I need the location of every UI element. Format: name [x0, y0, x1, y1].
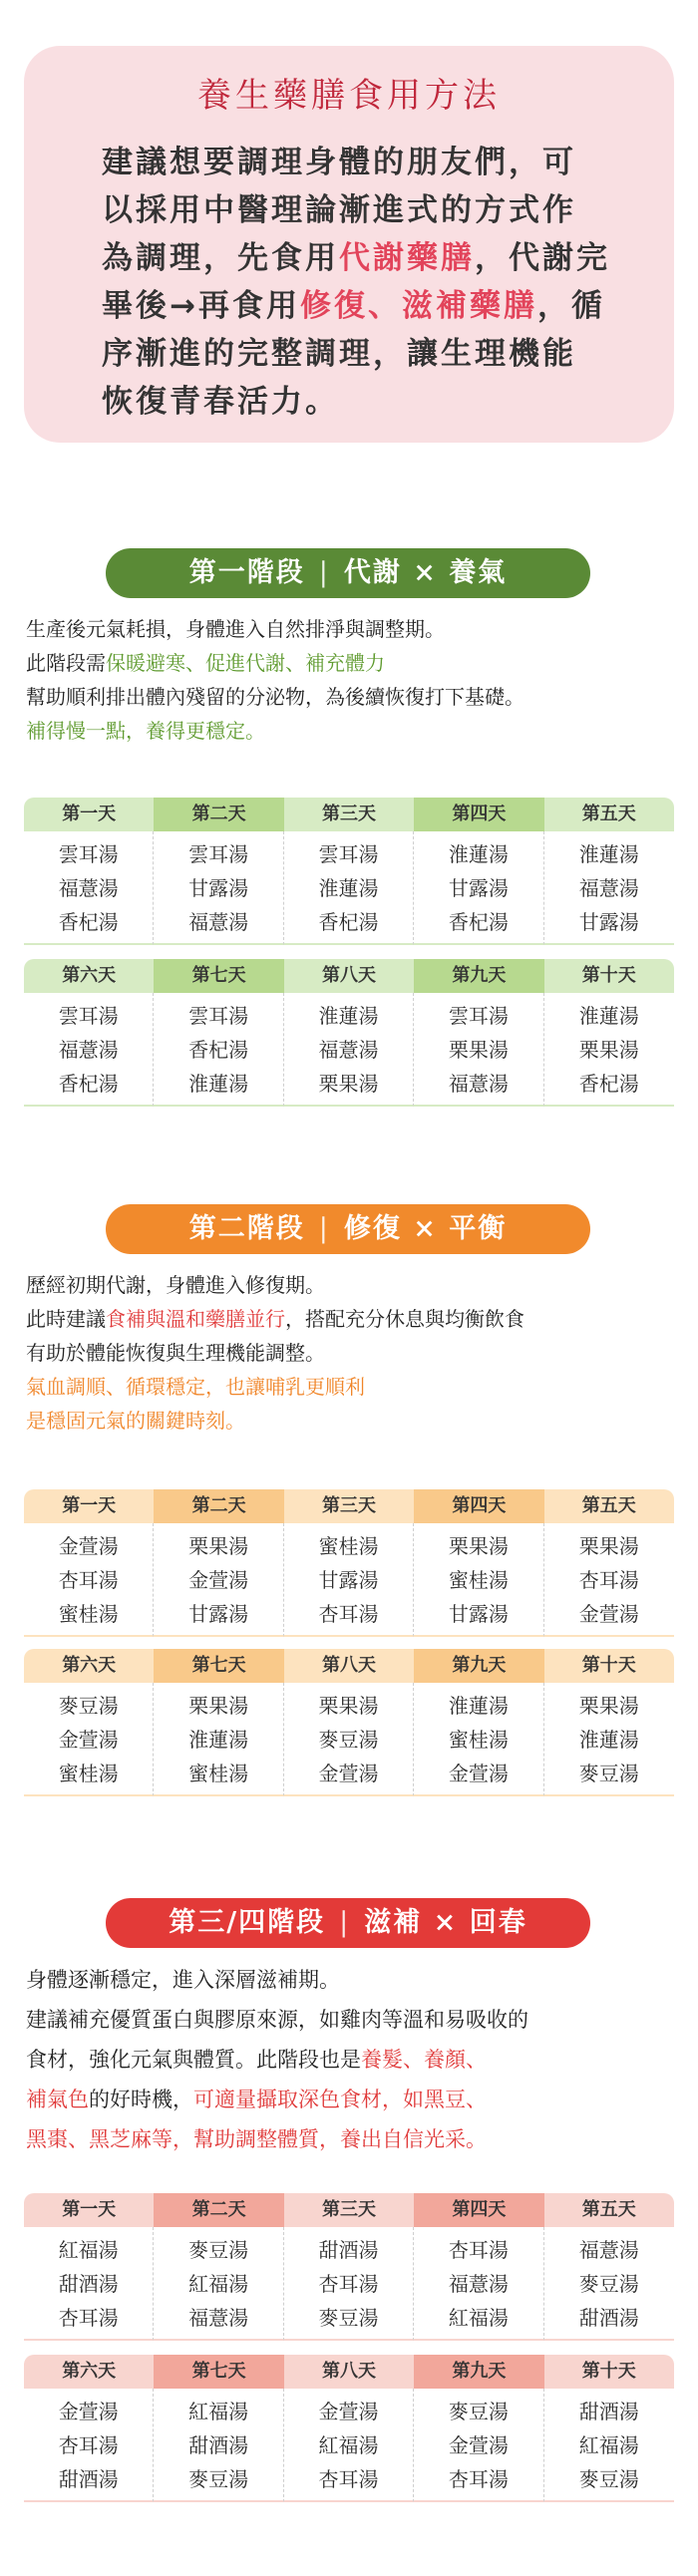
- day-header: 第九天: [414, 2355, 543, 2389]
- meal-cell: [284, 993, 414, 1107]
- stage2-schedule-days-1-5: [24, 1489, 674, 1637]
- meal-item: 麥豆湯: [188, 2467, 249, 2491]
- meal-item: 紅福湯: [58, 2238, 119, 2262]
- meal-item: 淮蓮湯: [318, 876, 379, 900]
- stage3-schedule-days-6-10: [24, 2355, 674, 2502]
- day-header: 第九天: [414, 959, 543, 993]
- meal-cell: [414, 1523, 543, 1637]
- meal-item: 甜酒湯: [188, 2433, 249, 2457]
- meal-item: 杏耳湯: [58, 1568, 119, 1592]
- meal-item: 淮蓮湯: [188, 1728, 249, 1752]
- meal-item: 栗果湯: [318, 1072, 379, 1096]
- meal-item: 杏耳湯: [578, 1568, 639, 1592]
- meal-cell: [284, 1683, 414, 1796]
- day-header: 第三天: [284, 1489, 414, 1523]
- meal-cell: [544, 993, 674, 1107]
- stage2-banner: 第二階段 | 修復 × 平衡: [106, 1204, 590, 1254]
- day-header: 第四天: [414, 2193, 543, 2227]
- meal-item: 麥豆湯: [578, 1762, 639, 1785]
- meal-item: 甘露湯: [188, 1602, 249, 1626]
- intro-title: 養生藥膳食用方法: [197, 76, 501, 116]
- meal-item: 福薏湯: [578, 876, 639, 900]
- meal-item: 香杞湯: [188, 1038, 249, 1062]
- meal-item: 甘露湯: [578, 910, 639, 934]
- stage3-description: 身體逐漸穩定，進入深層滋補期。 建議補充優質蛋白與膠原來源，如雞肉等溫和易吸收的 食材，強化元氣與體質。此階段也是養髮、養顏、 補氣色的好時機，可適量攝取深色食材，如黑豆、 黑棗、黑芝麻等，幫助調整體質，養出自信光采。: [26, 1968, 528, 2151]
- meal-item: 杏耳湯: [448, 2238, 509, 2262]
- meal-item: 福薏湯: [318, 1038, 379, 1062]
- meal-item: 淮蓮湯: [448, 842, 509, 866]
- day-header: 第七天: [154, 2355, 283, 2389]
- day-header: 第三天: [284, 798, 414, 831]
- meal-item: 杏耳湯: [58, 2433, 119, 2457]
- meal-cell: [414, 993, 543, 1107]
- day-header: 第一天: [24, 2193, 154, 2227]
- day-header: 第五天: [544, 1489, 674, 1523]
- meal-item: 麥豆湯: [188, 2238, 249, 2262]
- intro-line: 建議想要調理身體的朋友們，可: [102, 145, 576, 180]
- meal-item: 福薏湯: [448, 2272, 509, 2296]
- stage3-schedule-days-1-5: [24, 2193, 674, 2341]
- meal-item: 香杞湯: [58, 910, 119, 934]
- meal-cell: [414, 1683, 543, 1796]
- meal-item: 金萱湯: [188, 1568, 249, 1592]
- day-header: 第一天: [24, 1489, 154, 1523]
- meal-cell: [24, 1683, 154, 1796]
- intro-line: 恢復青春活力。: [102, 384, 339, 420]
- meal-item: 蜜桂湯: [188, 1762, 249, 1785]
- meal-cell: [414, 2227, 543, 2341]
- day-header: 第十天: [544, 959, 674, 993]
- meal-cell: [414, 831, 543, 945]
- meal-cell: [284, 2389, 414, 2502]
- meal-item: 杏耳湯: [318, 2272, 379, 2296]
- meal-item: 甜酒湯: [578, 2306, 639, 2330]
- day-header: 第二天: [154, 2193, 283, 2227]
- meal-item: 栗果湯: [188, 1534, 249, 1558]
- meal-item: 金萱湯: [448, 2433, 509, 2457]
- meal-cell: [154, 993, 283, 1107]
- meal-cell: [284, 831, 414, 945]
- intro-line: 序漸進的完整調理，讓生理機能: [102, 336, 576, 372]
- meal-item: 金萱湯: [578, 1602, 639, 1626]
- intro-line: 為調理，先食用代謝藥膳，代謝完: [102, 240, 610, 276]
- meal-item: 雲耳湯: [58, 842, 119, 866]
- intro-line: 以採用中醫理論漸進式的方式作: [102, 192, 576, 228]
- meal-item: 蜜桂湯: [58, 1602, 119, 1626]
- meal-item: 栗果湯: [448, 1534, 509, 1558]
- meal-cell: [284, 2227, 414, 2341]
- meal-item: 淮蓮湯: [188, 1072, 249, 1096]
- meal-item: 蜜桂湯: [448, 1568, 509, 1592]
- meal-item: 金萱湯: [58, 2400, 119, 2423]
- meal-item: 蜜桂湯: [448, 1728, 509, 1752]
- meal-item: 紅福湯: [578, 2433, 639, 2457]
- meal-item: 淮蓮湯: [578, 1728, 639, 1752]
- meal-item: 香杞湯: [318, 910, 379, 934]
- meal-cell: [544, 831, 674, 945]
- meal-item: 蜜桂湯: [58, 1762, 119, 1785]
- meal-item: 雲耳湯: [188, 842, 249, 866]
- meal-item: 淮蓮湯: [318, 1004, 379, 1028]
- meal-item: 麥豆湯: [578, 2272, 639, 2296]
- meal-cell: [154, 831, 283, 945]
- intro-body: [102, 139, 634, 426]
- day-header: 第六天: [24, 959, 154, 993]
- meal-item: 杏耳湯: [318, 1602, 379, 1626]
- day-header: 第一天: [24, 798, 154, 831]
- meal-item: 蜜桂湯: [318, 1534, 379, 1558]
- intro-card: [24, 46, 674, 443]
- day-header: 第八天: [284, 2355, 414, 2389]
- day-header: 第八天: [284, 1649, 414, 1683]
- day-header: 第六天: [24, 1649, 154, 1683]
- meal-cell: [284, 1523, 414, 1637]
- day-header: 第五天: [544, 798, 674, 831]
- meal-item: 杏耳湯: [448, 2467, 509, 2491]
- meal-item: 甘露湯: [318, 1568, 379, 1592]
- meal-item: 紅福湯: [188, 2400, 249, 2423]
- stage2-description: 歷經初期代謝，身體進入修復期。 此時建議食補與溫和藥膳並行，搭配充分休息與均衡飲食 有助於體能恢復與生理機能調整。 氣血調順、循環穩定，也讓哺乳更順利 是穩固元氣的關鍵時刻。: [26, 1273, 524, 1433]
- meal-cell: [544, 1683, 674, 1796]
- meal-item: 栗果湯: [448, 1038, 509, 1062]
- meal-item: 雲耳湯: [188, 1004, 249, 1028]
- meal-cell: [154, 1683, 283, 1796]
- meal-cell: [544, 2389, 674, 2502]
- meal-cell: [154, 2227, 283, 2341]
- meal-item: 金萱湯: [318, 1762, 379, 1785]
- stage1-description: 生產後元氣耗損，身體進入自然排淨與調整期。 此階段需保暖避寒、促進代謝、補充體力 幫助順利排出體內殘留的分泌物，為後續恢復打下基礎。 補得慢一點，養得更穩定。: [26, 617, 524, 743]
- meal-cell: [24, 993, 154, 1107]
- meal-item: 栗果湯: [578, 1534, 639, 1558]
- meal-item: 紅福湯: [318, 2433, 379, 2457]
- meal-item: 麥豆湯: [448, 2400, 509, 2423]
- meal-item: 雲耳湯: [318, 842, 379, 866]
- meal-item: 香杞湯: [578, 1072, 639, 1096]
- meal-item: 杏耳湯: [318, 2467, 379, 2491]
- day-header: 第三天: [284, 2193, 414, 2227]
- meal-item: 福薏湯: [188, 910, 249, 934]
- meal-item: 紅福湯: [188, 2272, 249, 2296]
- meal-item: 金萱湯: [318, 2400, 379, 2423]
- meal-item: 麥豆湯: [318, 1728, 379, 1752]
- intro-line: 畢後→再食用修復、滋補藥膳，循: [102, 288, 605, 324]
- meal-item: 福薏湯: [58, 1038, 119, 1062]
- meal-item: 金萱湯: [58, 1534, 119, 1558]
- day-header: 第九天: [414, 1649, 543, 1683]
- meal-item: 麥豆湯: [318, 2306, 379, 2330]
- day-header: 第七天: [154, 1649, 283, 1683]
- meal-cell: [544, 2227, 674, 2341]
- day-header: 第六天: [24, 2355, 154, 2389]
- stage1-schedule-days-6-10: [24, 959, 674, 1107]
- meal-item: 淮蓮湯: [578, 842, 639, 866]
- meal-item: 淮蓮湯: [578, 1004, 639, 1028]
- meal-item: 甘露湯: [448, 876, 509, 900]
- meal-item: 福薏湯: [58, 876, 119, 900]
- meal-item: 香杞湯: [448, 910, 509, 934]
- meal-cell: [154, 2389, 283, 2502]
- meal-item: 金萱湯: [58, 1728, 119, 1752]
- meal-item: 麥豆湯: [58, 1694, 119, 1718]
- meal-cell: [24, 2389, 154, 2502]
- meal-item: 雲耳湯: [448, 1004, 509, 1028]
- meal-item: 栗果湯: [318, 1694, 379, 1718]
- day-header: 第八天: [284, 959, 414, 993]
- meal-cell: [154, 1523, 283, 1637]
- day-header: 第四天: [414, 1489, 543, 1523]
- stage3-banner: 第三/四階段 | 滋補 × 回春: [106, 1898, 590, 1948]
- day-header: 第十天: [544, 1649, 674, 1683]
- meal-cell: [24, 2227, 154, 2341]
- stage2-schedule-days-6-10: [24, 1649, 674, 1796]
- stage1-banner: 第一階段 | 代謝 × 養氣: [106, 548, 590, 598]
- meal-item: 福薏湯: [578, 2238, 639, 2262]
- meal-item: 福薏湯: [448, 1072, 509, 1096]
- meal-item: 麥豆湯: [578, 2467, 639, 2491]
- meal-item: 香杞湯: [58, 1072, 119, 1096]
- meal-item: 紅福湯: [448, 2306, 509, 2330]
- meal-cell: [414, 2389, 543, 2502]
- meal-item: 甜酒湯: [318, 2238, 379, 2262]
- day-header: 第二天: [154, 1489, 283, 1523]
- day-header: 第七天: [154, 959, 283, 993]
- meal-item: 栗果湯: [578, 1038, 639, 1062]
- meal-item: 栗果湯: [188, 1694, 249, 1718]
- meal-item: 甘露湯: [188, 876, 249, 900]
- meal-item: 甜酒湯: [578, 2400, 639, 2423]
- meal-cell: [24, 831, 154, 945]
- meal-item: 杏耳湯: [58, 2306, 119, 2330]
- stage1-schedule-days-1-5: [24, 798, 674, 945]
- meal-item: 甘露湯: [448, 1602, 509, 1626]
- meal-item: 淮蓮湯: [448, 1694, 509, 1718]
- day-header: 第十天: [544, 2355, 674, 2389]
- meal-item: 甜酒湯: [58, 2467, 119, 2491]
- meal-item: 福薏湯: [188, 2306, 249, 2330]
- meal-cell: [544, 1523, 674, 1637]
- day-header: 第五天: [544, 2193, 674, 2227]
- meal-item: 金萱湯: [448, 1762, 509, 1785]
- meal-item: 甜酒湯: [58, 2272, 119, 2296]
- day-header: 第四天: [414, 798, 543, 831]
- day-header: 第二天: [154, 798, 283, 831]
- meal-cell: [24, 1523, 154, 1637]
- meal-item: 栗果湯: [578, 1694, 639, 1718]
- meal-item: 雲耳湯: [58, 1004, 119, 1028]
